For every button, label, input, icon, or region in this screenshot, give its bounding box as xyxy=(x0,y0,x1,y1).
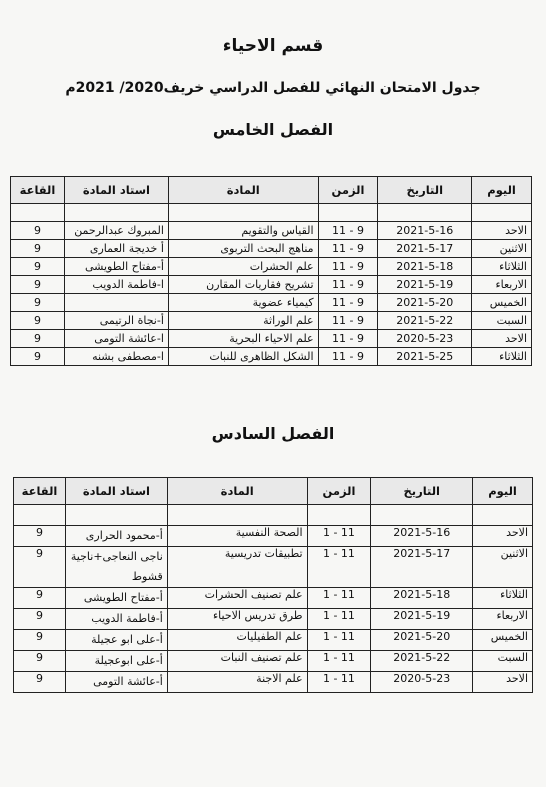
cell-teacher: المبروك عبدالرحمن xyxy=(64,222,168,240)
table-row xyxy=(14,609,533,630)
col-time-header: الزمن xyxy=(318,177,378,204)
cell-subject: علم الطفيليات xyxy=(167,630,307,651)
cell-subject: علم الحشرات xyxy=(168,258,318,276)
cell-room: 9 xyxy=(14,588,66,609)
cell-time: 11 - 9 xyxy=(318,348,378,366)
table-row xyxy=(11,348,532,366)
table-row xyxy=(14,588,533,609)
cell-teacher: أ-على ابوعجيلة xyxy=(65,651,167,672)
table-row xyxy=(14,672,533,693)
cell-date: 2021-5-20 xyxy=(378,294,472,312)
cell-day: الاحد xyxy=(473,672,533,693)
col-teacher-header: استاد المادة xyxy=(64,177,168,204)
cell-teacher: ا-مصطفى بشنه xyxy=(64,348,168,366)
cell-subject: علم تصنيف الحشرات xyxy=(167,588,307,609)
cell-time: 1 - 11 xyxy=(307,630,371,651)
schedule-title: جدول الامتحان النهائي للفصل الدراسي خريف2020/ 2021م xyxy=(65,80,481,96)
cell-subject: تشريح فقاريات المقارن xyxy=(168,276,318,294)
table-row xyxy=(14,526,533,547)
cell-time: 11 - 9 xyxy=(318,240,378,258)
cell-teacher: أ-على ابو عجيلة xyxy=(65,630,167,651)
table-header-row xyxy=(14,478,533,505)
table-row xyxy=(11,258,532,276)
cell-day: الاربعاء xyxy=(472,276,532,294)
cell-room: 9 xyxy=(11,294,65,312)
col-time-header: الزمن xyxy=(307,478,371,505)
semester6-table xyxy=(13,477,533,693)
cell-day: الاحد xyxy=(472,222,532,240)
cell-day: السبت xyxy=(472,312,532,330)
semester6-heading: الفصل السادس xyxy=(211,424,335,443)
table-row xyxy=(14,630,533,651)
cell-subject: تطبيقات تدريسية xyxy=(167,547,307,588)
cell-time: 1 - 11 xyxy=(307,547,371,588)
cell-room: 9 xyxy=(11,348,65,366)
cell-time: 1 - 11 xyxy=(307,672,371,693)
cell-subject: الصحة النفسية xyxy=(167,526,307,547)
cell-room: 9 xyxy=(11,276,65,294)
table-row xyxy=(11,330,532,348)
col-date-header: التاريخ xyxy=(378,177,472,204)
cell-date: 2021-5-17 xyxy=(378,240,472,258)
col-day-header: اليوم xyxy=(473,478,533,505)
cell-subject: علم الاجنة xyxy=(167,672,307,693)
cell-date: 2021-5-19 xyxy=(371,609,473,630)
table-row xyxy=(11,312,532,330)
table-row xyxy=(11,294,532,312)
cell-date: 2021-5-22 xyxy=(371,651,473,672)
table-row xyxy=(11,222,532,240)
cell-time: 11 - 9 xyxy=(318,276,378,294)
cell-day: الاثنين xyxy=(472,240,532,258)
semester5-table xyxy=(10,176,532,366)
cell-subject: كيمياء عضوية xyxy=(168,294,318,312)
cell-day: الثلاثاء xyxy=(473,588,533,609)
department-title: قسم الاحياء xyxy=(222,36,324,56)
cell-teacher: أ-عائشة التومى xyxy=(65,672,167,693)
cell-day: الاحد xyxy=(472,330,532,348)
cell-time: 11 - 9 xyxy=(318,294,378,312)
cell-teacher: ناجى النعاجى+ناجية قشوط xyxy=(65,547,167,588)
cell-time: 1 - 11 xyxy=(307,609,371,630)
cell-date: 2021-5-22 xyxy=(378,312,472,330)
cell-day: الخميس xyxy=(473,630,533,651)
table-row xyxy=(11,240,532,258)
cell-day: الخميس xyxy=(472,294,532,312)
cell-subject: مناهج البحث التربوى xyxy=(168,240,318,258)
cell-date: 2021-5-16 xyxy=(378,222,472,240)
cell-subject: الشكل الظاهرى للنبات xyxy=(168,348,318,366)
cell-teacher: أ-محمود الحرارى xyxy=(65,526,167,547)
col-teacher-header: استاد المادة xyxy=(65,478,167,505)
cell-time: 11 - 9 xyxy=(318,312,378,330)
col-subject-header: المادة xyxy=(167,478,307,505)
cell-day: الثلاثاء xyxy=(472,258,532,276)
cell-day: الاثنين xyxy=(473,547,533,588)
table-header-row xyxy=(11,177,532,204)
cell-day: الاربعاء xyxy=(473,609,533,630)
cell-time: 1 - 11 xyxy=(307,651,371,672)
cell-date: 2020-5-23 xyxy=(378,330,472,348)
col-room-header: القاعة xyxy=(14,478,66,505)
semester5-heading: الفصل الخامس xyxy=(212,120,334,139)
cell-subject: القياس والتقويم xyxy=(168,222,318,240)
cell-room: 9 xyxy=(11,222,65,240)
cell-time: 11 - 9 xyxy=(318,222,378,240)
cell-date: 2021-5-20 xyxy=(371,630,473,651)
cell-teacher: ا-فاطمة الدويب xyxy=(64,276,168,294)
cell-teacher: أ-مفتاح الطويشى xyxy=(65,588,167,609)
spacer-row xyxy=(11,204,532,222)
col-room-header: القاعة xyxy=(11,177,65,204)
col-subject-header: المادة xyxy=(168,177,318,204)
col-date-header: التاريخ xyxy=(371,478,473,505)
cell-time: 1 - 11 xyxy=(307,526,371,547)
cell-date: 2021-5-25 xyxy=(378,348,472,366)
table-row xyxy=(14,651,533,672)
cell-date: 2021-5-16 xyxy=(371,526,473,547)
cell-room: 9 xyxy=(11,258,65,276)
cell-date: 2021-5-17 xyxy=(371,547,473,588)
cell-time: 1 - 11 xyxy=(307,588,371,609)
spacer-row xyxy=(14,505,533,526)
cell-room: 9 xyxy=(14,672,66,693)
cell-teacher: أ-مفتاح الطويشى xyxy=(64,258,168,276)
cell-time: 11 - 9 xyxy=(318,330,378,348)
cell-subject: علم تصنيف النبات xyxy=(167,651,307,672)
cell-room: 9 xyxy=(11,330,65,348)
cell-date: 2021-5-19 xyxy=(378,276,472,294)
cell-room: 9 xyxy=(14,526,66,547)
cell-room: 9 xyxy=(14,651,66,672)
cell-teacher: أ-نجاة الرتيمى xyxy=(64,312,168,330)
cell-teacher xyxy=(64,294,168,312)
cell-teacher: أ خديجة العمارى xyxy=(64,240,168,258)
cell-day: السبت xyxy=(473,651,533,672)
cell-date: 2021-5-18 xyxy=(371,588,473,609)
cell-date: 2021-5-18 xyxy=(378,258,472,276)
cell-subject: علم الاحياء البحرية xyxy=(168,330,318,348)
cell-room: 9 xyxy=(14,547,66,588)
cell-subject: علم الوراثة xyxy=(168,312,318,330)
col-day-header: اليوم xyxy=(472,177,532,204)
cell-teacher: ا-عائشة التومى xyxy=(64,330,168,348)
cell-day: الثلاثاء xyxy=(472,348,532,366)
table-row xyxy=(11,276,532,294)
cell-teacher: أ-فاطمة الدويب xyxy=(65,609,167,630)
cell-day: الاحد xyxy=(473,526,533,547)
cell-room: 9 xyxy=(14,609,66,630)
cell-room: 9 xyxy=(11,312,65,330)
cell-room: 9 xyxy=(14,630,66,651)
cell-date: 2020-5-23 xyxy=(371,672,473,693)
cell-subject: طرق تدريس الاحياء xyxy=(167,609,307,630)
cell-time: 11 - 9 xyxy=(318,258,378,276)
table-row xyxy=(14,547,533,588)
cell-room: 9 xyxy=(11,240,65,258)
